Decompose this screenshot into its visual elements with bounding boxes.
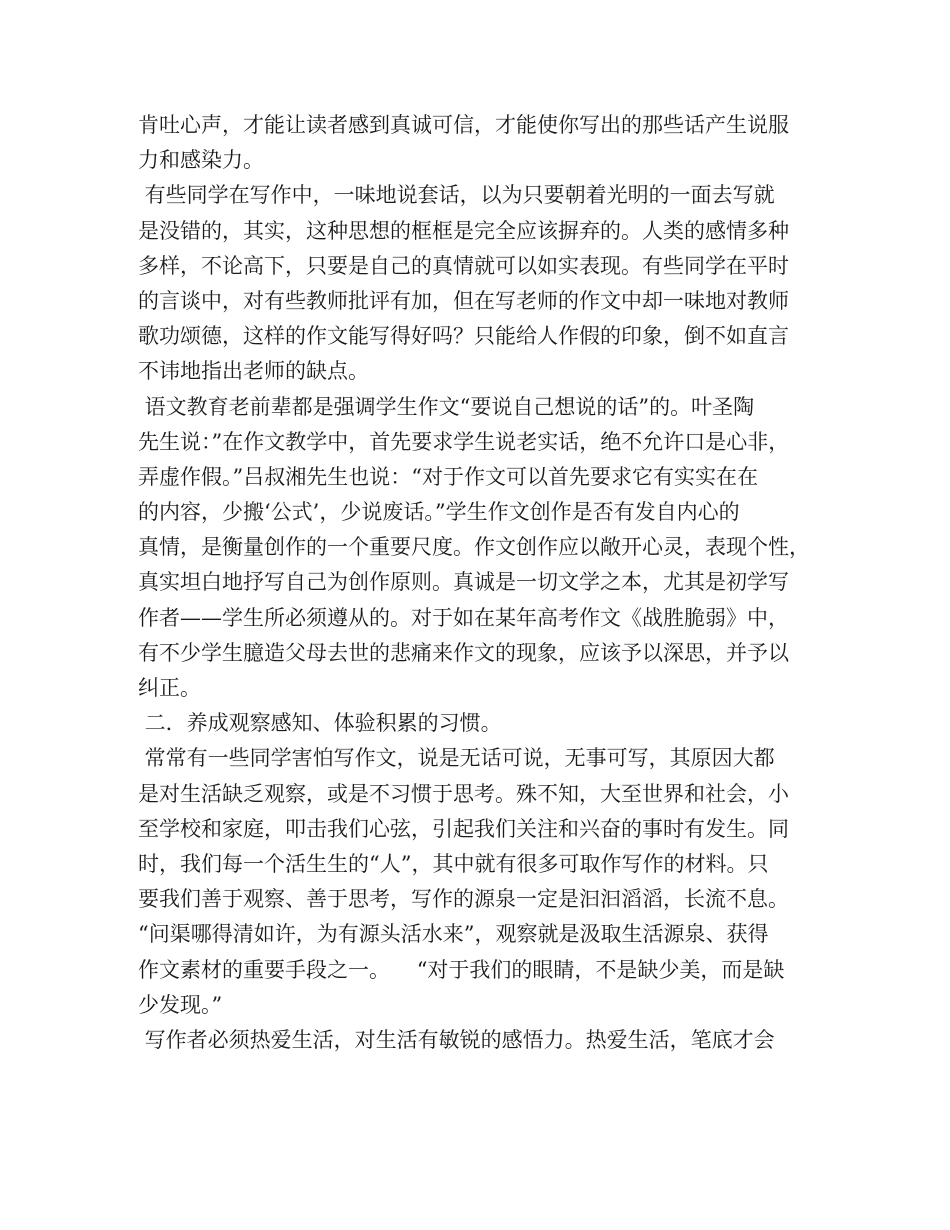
text-line: 不讳地指出老师的缺点。 [138,359,369,384]
document-body [138,108,838,1058]
text-line: 真情，是衡量创作的一个重要尺度。作文创作应以敞开心灵，表现个性， [138,535,810,560]
text-line: 肯吐心声，才能让读者感到真诚可信，才能使你写出的那些话产生说服 [138,113,789,137]
text-line: 多样，不论高下，只要是自己的真情就可以如实表现。有些同学在平时 [138,253,789,278]
text-line: 作文素材的重要手段之一。 “对于我们的眼睛，不是缺少美，而是缺 [138,957,785,982]
text-line: “问渠哪得清如许，为有源头活水来”，观察就是汲取生活源泉、获得 [138,922,769,947]
text-line: 常常有一些同学害怕写作文，说是无话可说，无事可写，其原因大都 [138,746,775,771]
section-heading: 二．养成观察感知、体验积累的习惯。 [138,711,502,736]
text-line: 力和感染力。 [138,148,264,173]
text-line: 作者——学生所必须遵从的。对于如在某年高考作文《战胜脆弱》中， [138,605,789,630]
text-line: 时，我们每一个活生生的“人”，其中就有很多可取作写作的材料。只 [138,851,769,876]
text-line: 语文教育老前辈都是强调学生作文“要说自己想说的话”的。叶圣陶 [138,394,755,419]
text-line: 弄虚作假。”吕叔湘先生也说：“对于作文可以首先要求它有实实在在 [138,464,758,489]
text-line: 是没错的，其实，这种思想的框框是完全应该摒弃的。人类的感情多种 [138,218,789,243]
text-line: 纠正。 [138,676,201,700]
text-line: 有些同学在写作中，一味地说套话，以为只要朝着光明的一面去写就 [138,183,775,208]
text-line: 至学校和家庭，叩击我们心弦，引起我们关注和兴奋的事时有发生。同 [138,816,789,841]
text-line: 要我们善于观察、善于思考，写作的源泉一定是汩汩滔滔，长流不息。 [138,887,789,912]
text-line: 歌功颂德，这样的作文能写得好吗？只能给人作假的印象，倒不如直言 [138,324,789,349]
text-line: 少发现。” [138,992,223,1017]
text-line: 的言谈中，对有些教师批评有加，但在写老师的作文中却一味地对教师 [138,288,789,313]
text-line: 写作者必须热爱生活，对生活有敏锐的感悟力。热爱生活，笔底才会 [138,1027,775,1052]
text-line: 是对生活缺乏观察，或是不习惯于思考。殊不知，大至世界和社会，小 [138,781,789,806]
text-line: 先生说：”在作文教学中，首先要求学生说老实话，绝不允许口是心非， [138,429,790,454]
text-line: 的内容，少搬‘公式’，少说废话。”学生作文创作是否有发自内心的 [138,500,740,525]
text-line: 真实坦白地抒写自己为创作原则。真诚是一切文学之本，尤其是初学写 [138,570,789,595]
text-line: 有不少学生臆造父母去世的悲痛来作文的现象，应该予以深思，并予以 [138,640,789,665]
